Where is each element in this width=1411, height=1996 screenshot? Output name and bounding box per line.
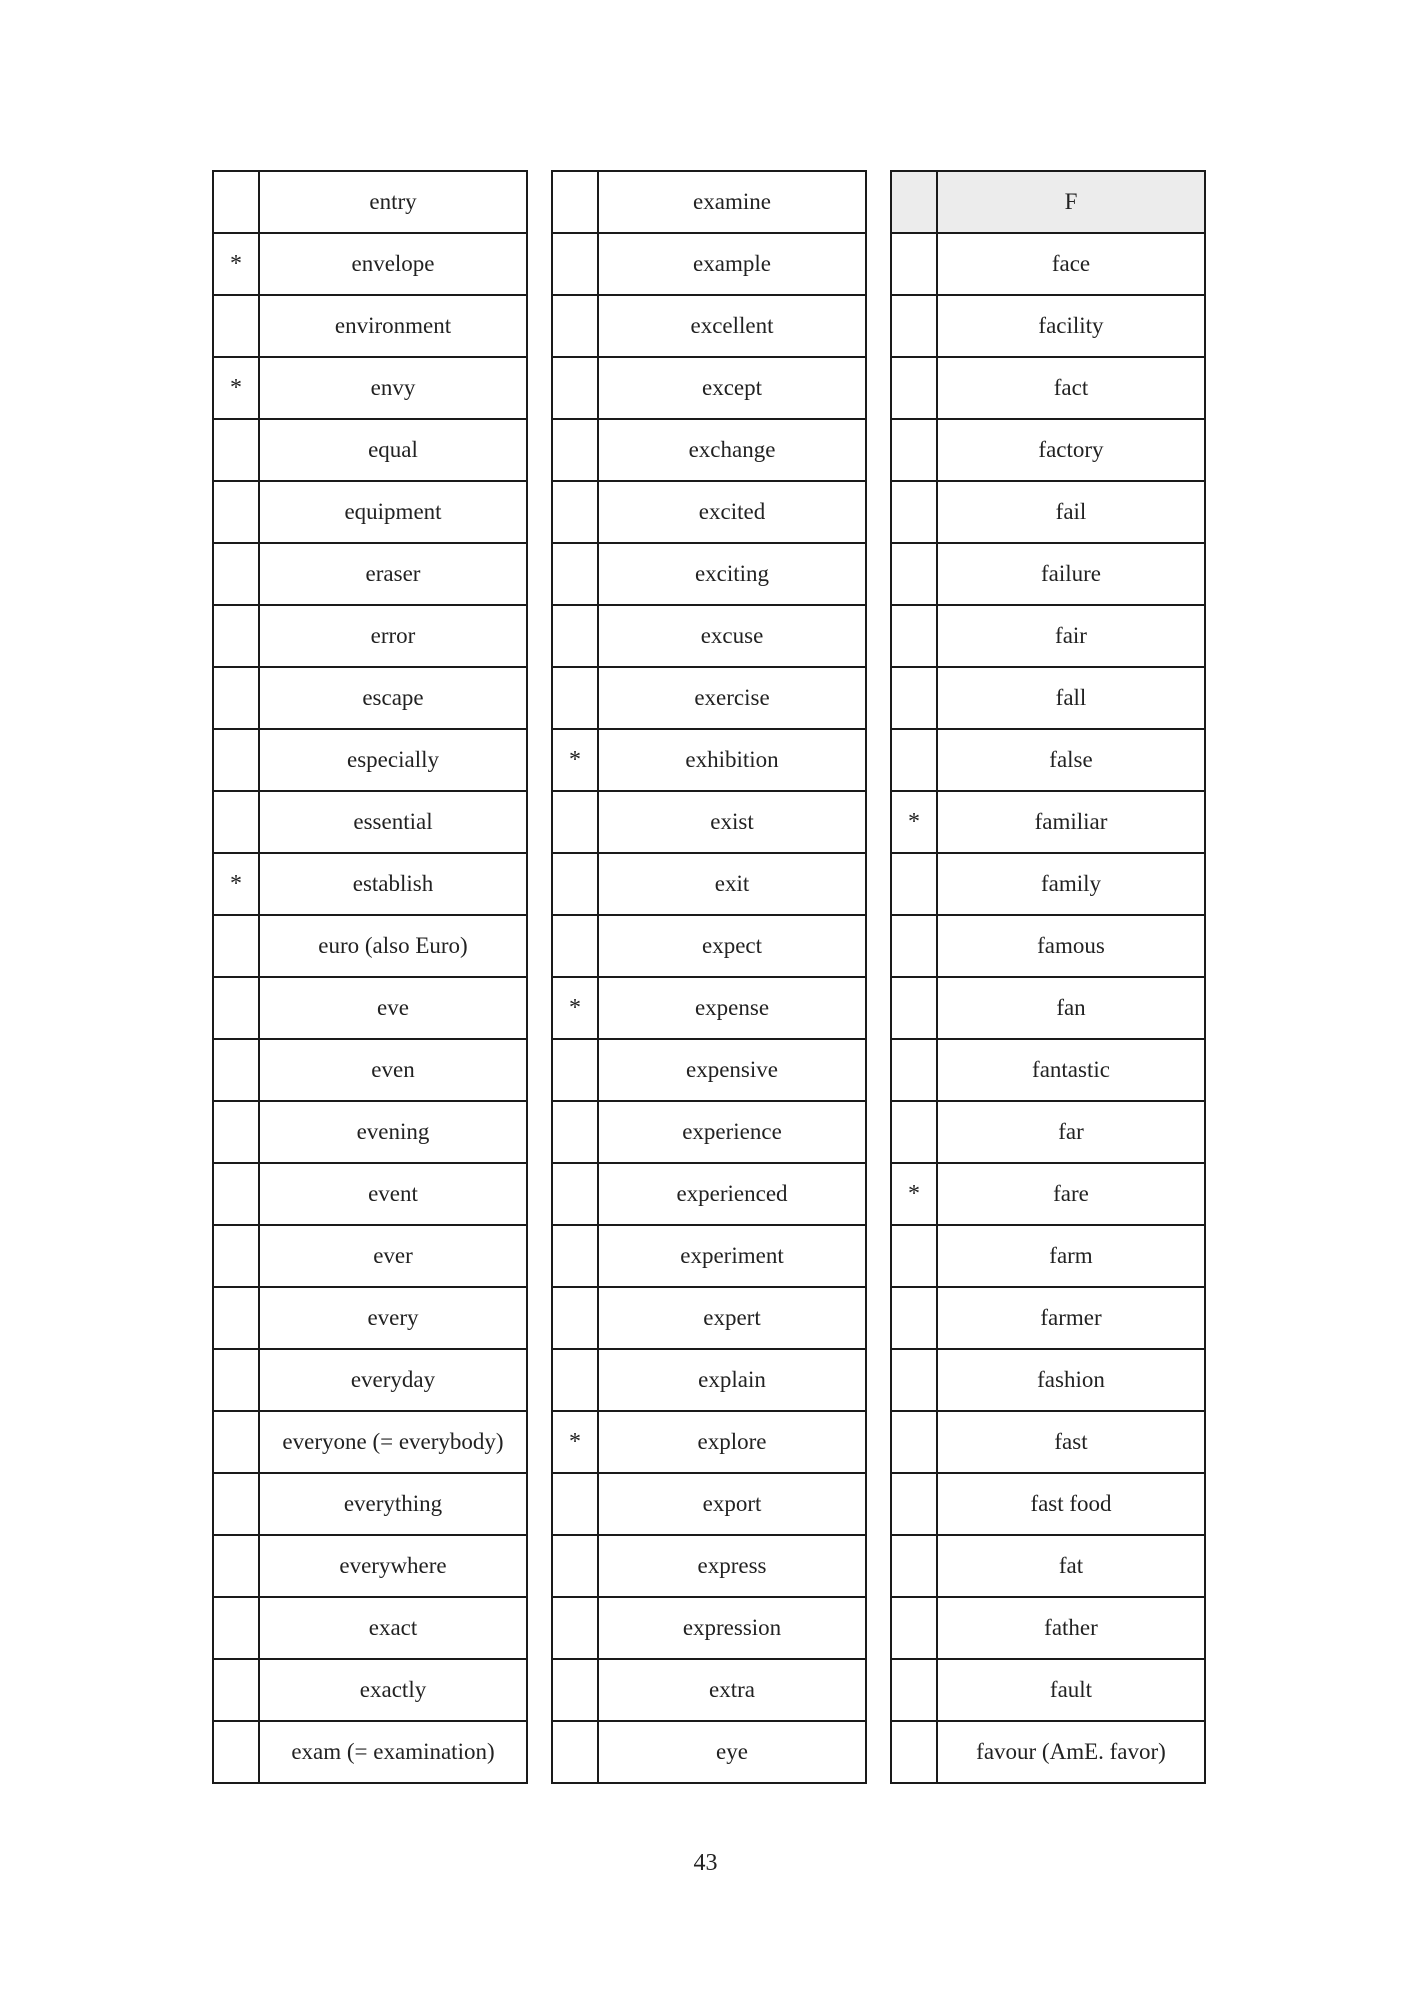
table-row: [891, 233, 1205, 295]
asterisk-mark: [552, 419, 598, 481]
asterisk-mark: [213, 481, 259, 543]
vocabulary-word: fast: [937, 1411, 1205, 1473]
asterisk-mark: [213, 295, 259, 357]
vocabulary-word: escape: [259, 667, 527, 729]
table-row: [891, 605, 1205, 667]
asterisk-mark: [891, 419, 937, 481]
table-row: [552, 357, 866, 419]
page-number: 43: [693, 1850, 718, 1876]
asterisk-mark: [552, 1101, 598, 1163]
asterisk-mark: [552, 171, 598, 233]
table-row: [891, 915, 1205, 977]
asterisk-mark: [891, 357, 937, 419]
vocabulary-word: establish: [259, 853, 527, 915]
table-row: [213, 977, 527, 1039]
table-row: [213, 171, 527, 233]
table-row: [891, 1535, 1205, 1597]
asterisk-mark: [891, 853, 937, 915]
vocabulary-word: exit: [598, 853, 866, 915]
table-row: [891, 1039, 1205, 1101]
table-row: [891, 1349, 1205, 1411]
asterisk-mark: [552, 853, 598, 915]
vocabulary-word: excuse: [598, 605, 866, 667]
vocabulary-word: fast food: [937, 1473, 1205, 1535]
vocabulary-word: event: [259, 1163, 527, 1225]
vocabulary-word: environment: [259, 295, 527, 357]
asterisk-mark: [891, 729, 937, 791]
table-row: [891, 791, 1205, 853]
table-row: [552, 667, 866, 729]
table-row: [213, 1721, 527, 1783]
table-row: [891, 1721, 1205, 1783]
vocabulary-word: evening: [259, 1101, 527, 1163]
asterisk-mark: [213, 419, 259, 481]
vocabulary-word: farmer: [937, 1287, 1205, 1349]
table-row: [552, 791, 866, 853]
asterisk-mark: [552, 1597, 598, 1659]
table-row: [552, 1597, 866, 1659]
table-row: [891, 543, 1205, 605]
table-row: [891, 1287, 1205, 1349]
vocabulary-word: error: [259, 605, 527, 667]
vocabulary-word: exact: [259, 1597, 527, 1659]
vocabulary-word: favour (AmE. favor): [937, 1721, 1205, 1783]
vocabulary-word: expensive: [598, 1039, 866, 1101]
asterisk-mark: [552, 1039, 598, 1101]
table-row: [552, 1721, 866, 1783]
vocabulary-word: exactly: [259, 1659, 527, 1721]
table-row: [552, 1411, 866, 1473]
table-row: [552, 1101, 866, 1163]
asterisk-mark: *: [552, 977, 598, 1039]
asterisk-mark: [891, 667, 937, 729]
asterisk-mark: [891, 1411, 937, 1473]
vocabulary-word: everything: [259, 1473, 527, 1535]
vocabulary-word: expense: [598, 977, 866, 1039]
asterisk-mark: [213, 729, 259, 791]
vocabulary-word: everyone (= everybody): [259, 1411, 527, 1473]
asterisk-mark: [552, 233, 598, 295]
asterisk-mark: [891, 915, 937, 977]
vocabulary-word: everyday: [259, 1349, 527, 1411]
vocabulary-word: failure: [937, 543, 1205, 605]
vocabulary-word: euro (also Euro): [259, 915, 527, 977]
asterisk-mark: [213, 977, 259, 1039]
vocabulary-word: everywhere: [259, 1535, 527, 1597]
asterisk-mark: [213, 915, 259, 977]
asterisk-mark: [213, 1659, 259, 1721]
vocabulary-word: example: [598, 233, 866, 295]
table-row: [891, 1101, 1205, 1163]
asterisk-mark: [552, 915, 598, 977]
asterisk-mark: [552, 1535, 598, 1597]
vocabulary-word: experience: [598, 1101, 866, 1163]
vocabulary-word: farm: [937, 1225, 1205, 1287]
vocabulary-word: fashion: [937, 1349, 1205, 1411]
vocabulary-word: fare: [937, 1163, 1205, 1225]
vocabulary-word: father: [937, 1597, 1205, 1659]
vocabulary-word: fact: [937, 357, 1205, 419]
vocabulary-word: explore: [598, 1411, 866, 1473]
table-row: [891, 1163, 1205, 1225]
vocabulary-table-left: [212, 170, 528, 1784]
asterisk-mark: [891, 605, 937, 667]
vocabulary-word: family: [937, 853, 1205, 915]
asterisk-mark: [891, 543, 937, 605]
table-row: [213, 357, 527, 419]
vocabulary-word: face: [937, 233, 1205, 295]
vocabulary-word: eve: [259, 977, 527, 1039]
table-row: [213, 1473, 527, 1535]
vocabulary-word: far: [937, 1101, 1205, 1163]
table-row: [891, 1473, 1205, 1535]
vocabulary-word: express: [598, 1535, 866, 1597]
asterisk-mark: [552, 543, 598, 605]
vocabulary-word: exhibition: [598, 729, 866, 791]
table-row: [552, 171, 866, 233]
vocabulary-word: except: [598, 357, 866, 419]
table-row: [552, 1287, 866, 1349]
vocabulary-word: exam (= examination): [259, 1721, 527, 1783]
vocabulary-word: fail: [937, 481, 1205, 543]
asterisk-mark: *: [891, 791, 937, 853]
table-row: [213, 605, 527, 667]
table-row: [552, 1659, 866, 1721]
section-letter: F: [937, 171, 1205, 233]
asterisk-mark: [552, 481, 598, 543]
vocabulary-word: equipment: [259, 481, 527, 543]
asterisk-mark: [891, 1225, 937, 1287]
vocabulary-word: expression: [598, 1597, 866, 1659]
asterisk-mark: [891, 977, 937, 1039]
vocabulary-word: famous: [937, 915, 1205, 977]
table-row: [552, 419, 866, 481]
table-row: [891, 667, 1205, 729]
asterisk-mark: *: [213, 853, 259, 915]
vocabulary-word: extra: [598, 1659, 866, 1721]
vocabulary-word: examine: [598, 171, 866, 233]
asterisk-mark: [891, 1473, 937, 1535]
table-row: [891, 729, 1205, 791]
table-row: [213, 1659, 527, 1721]
table-row: [213, 1597, 527, 1659]
asterisk-mark: [213, 1101, 259, 1163]
table-row: [213, 791, 527, 853]
asterisk-mark: [891, 1659, 937, 1721]
asterisk-mark: [891, 481, 937, 543]
table-row: [552, 1535, 866, 1597]
asterisk-mark: *: [552, 1411, 598, 1473]
asterisk-mark: [552, 1163, 598, 1225]
table-row: [891, 481, 1205, 543]
asterisk-mark: [213, 1411, 259, 1473]
vocabulary-word: exercise: [598, 667, 866, 729]
asterisk-mark: [213, 171, 259, 233]
table-row: [552, 977, 866, 1039]
table-row: [213, 1101, 527, 1163]
vocabulary-word: familiar: [937, 791, 1205, 853]
asterisk-mark: [891, 1597, 937, 1659]
table-row: [213, 667, 527, 729]
vocabulary-word: factory: [937, 419, 1205, 481]
asterisk-mark: [552, 1225, 598, 1287]
asterisk-mark: [213, 1287, 259, 1349]
vocabulary-word: ever: [259, 1225, 527, 1287]
vocabulary-word: eye: [598, 1721, 866, 1783]
table-row: [213, 1535, 527, 1597]
vocabulary-word: experiment: [598, 1225, 866, 1287]
asterisk-mark: [891, 1101, 937, 1163]
asterisk-mark: [552, 667, 598, 729]
vocabulary-word: exchange: [598, 419, 866, 481]
asterisk-mark: [891, 1287, 937, 1349]
table-row: [213, 729, 527, 791]
vocabulary-word: especially: [259, 729, 527, 791]
vocabulary-word: export: [598, 1473, 866, 1535]
vocabulary-word: equal: [259, 419, 527, 481]
vocabulary-word: envy: [259, 357, 527, 419]
asterisk-mark: [213, 1163, 259, 1225]
table-row: [213, 1287, 527, 1349]
asterisk-mark: [552, 1659, 598, 1721]
asterisk-mark: [552, 295, 598, 357]
table-row: [552, 605, 866, 667]
asterisk-mark: *: [213, 233, 259, 295]
vocabulary-word: exist: [598, 791, 866, 853]
table-row: [213, 233, 527, 295]
vocabulary-word: even: [259, 1039, 527, 1101]
vocabulary-word: fall: [937, 667, 1205, 729]
vocabulary-word: explain: [598, 1349, 866, 1411]
asterisk-mark: [213, 1535, 259, 1597]
asterisk-mark: *: [213, 357, 259, 419]
asterisk-mark: [552, 1721, 598, 1783]
asterisk-mark: [213, 1597, 259, 1659]
vocabulary-word: envelope: [259, 233, 527, 295]
vocabulary-word: expect: [598, 915, 866, 977]
table-row: [552, 481, 866, 543]
asterisk-mark: *: [552, 729, 598, 791]
asterisk-mark: [213, 1721, 259, 1783]
asterisk-mark: [552, 357, 598, 419]
table-row: [552, 295, 866, 357]
vocabulary-word: experienced: [598, 1163, 866, 1225]
table-row: [213, 481, 527, 543]
table-row: [213, 295, 527, 357]
table-row: [552, 543, 866, 605]
asterisk-mark: [552, 791, 598, 853]
table-row: [891, 419, 1205, 481]
vocabulary-word: exciting: [598, 543, 866, 605]
vocabulary-word: essential: [259, 791, 527, 853]
asterisk-mark: [891, 295, 937, 357]
asterisk-mark: [213, 1225, 259, 1287]
table-row: [552, 1163, 866, 1225]
asterisk-mark: [213, 791, 259, 853]
vocabulary-word: false: [937, 729, 1205, 791]
vocabulary-word: expert: [598, 1287, 866, 1349]
table-row: [552, 1473, 866, 1535]
asterisk-mark: [552, 1473, 598, 1535]
vocabulary-word: eraser: [259, 543, 527, 605]
asterisk-mark: [891, 1535, 937, 1597]
asterisk-mark: [891, 1039, 937, 1101]
table-row: [552, 233, 866, 295]
vocabulary-word: fault: [937, 1659, 1205, 1721]
asterisk-mark: [891, 171, 937, 233]
asterisk-mark: [552, 605, 598, 667]
vocabulary-word: fantastic: [937, 1039, 1205, 1101]
table-row: [213, 419, 527, 481]
table-row: [552, 729, 866, 791]
asterisk-mark: [213, 667, 259, 729]
asterisk-mark: [213, 1039, 259, 1101]
vocabulary-word: every: [259, 1287, 527, 1349]
asterisk-mark: [552, 1287, 598, 1349]
table-row: [552, 1225, 866, 1287]
table-row: [213, 1411, 527, 1473]
asterisk-mark: [213, 1349, 259, 1411]
vocabulary-word: excellent: [598, 295, 866, 357]
table-row: [213, 1039, 527, 1101]
table-row: [213, 1163, 527, 1225]
asterisk-mark: [213, 605, 259, 667]
table-row: [213, 1349, 527, 1411]
table-row: [213, 915, 527, 977]
table-row: [552, 1039, 866, 1101]
table-row: [213, 543, 527, 605]
table-row: [552, 853, 866, 915]
vocabulary-word: fair: [937, 605, 1205, 667]
table-row: [552, 915, 866, 977]
table-row: [891, 1225, 1205, 1287]
asterisk-mark: [552, 1349, 598, 1411]
table-row: [891, 295, 1205, 357]
vocabulary-word: excited: [598, 481, 866, 543]
vocabulary-word: facility: [937, 295, 1205, 357]
table-row: [891, 853, 1205, 915]
asterisk-mark: [213, 543, 259, 605]
vocabulary-word: fat: [937, 1535, 1205, 1597]
table-row: [891, 1597, 1205, 1659]
asterisk-mark: [891, 1349, 937, 1411]
table-row: [891, 977, 1205, 1039]
table-row: [213, 853, 527, 915]
vocabulary-word: fan: [937, 977, 1205, 1039]
asterisk-mark: [891, 233, 937, 295]
table-row: [891, 1411, 1205, 1473]
table-row: [213, 1225, 527, 1287]
vocabulary-word: entry: [259, 171, 527, 233]
table-row: [891, 1659, 1205, 1721]
asterisk-mark: [213, 1473, 259, 1535]
vocabulary-table-right: [890, 170, 1206, 1784]
asterisk-mark: *: [891, 1163, 937, 1225]
table-row: [891, 357, 1205, 419]
section-header-row: [891, 171, 1205, 233]
asterisk-mark: [891, 1721, 937, 1783]
table-row: [552, 1349, 866, 1411]
vocabulary-table-middle: [551, 170, 867, 1784]
